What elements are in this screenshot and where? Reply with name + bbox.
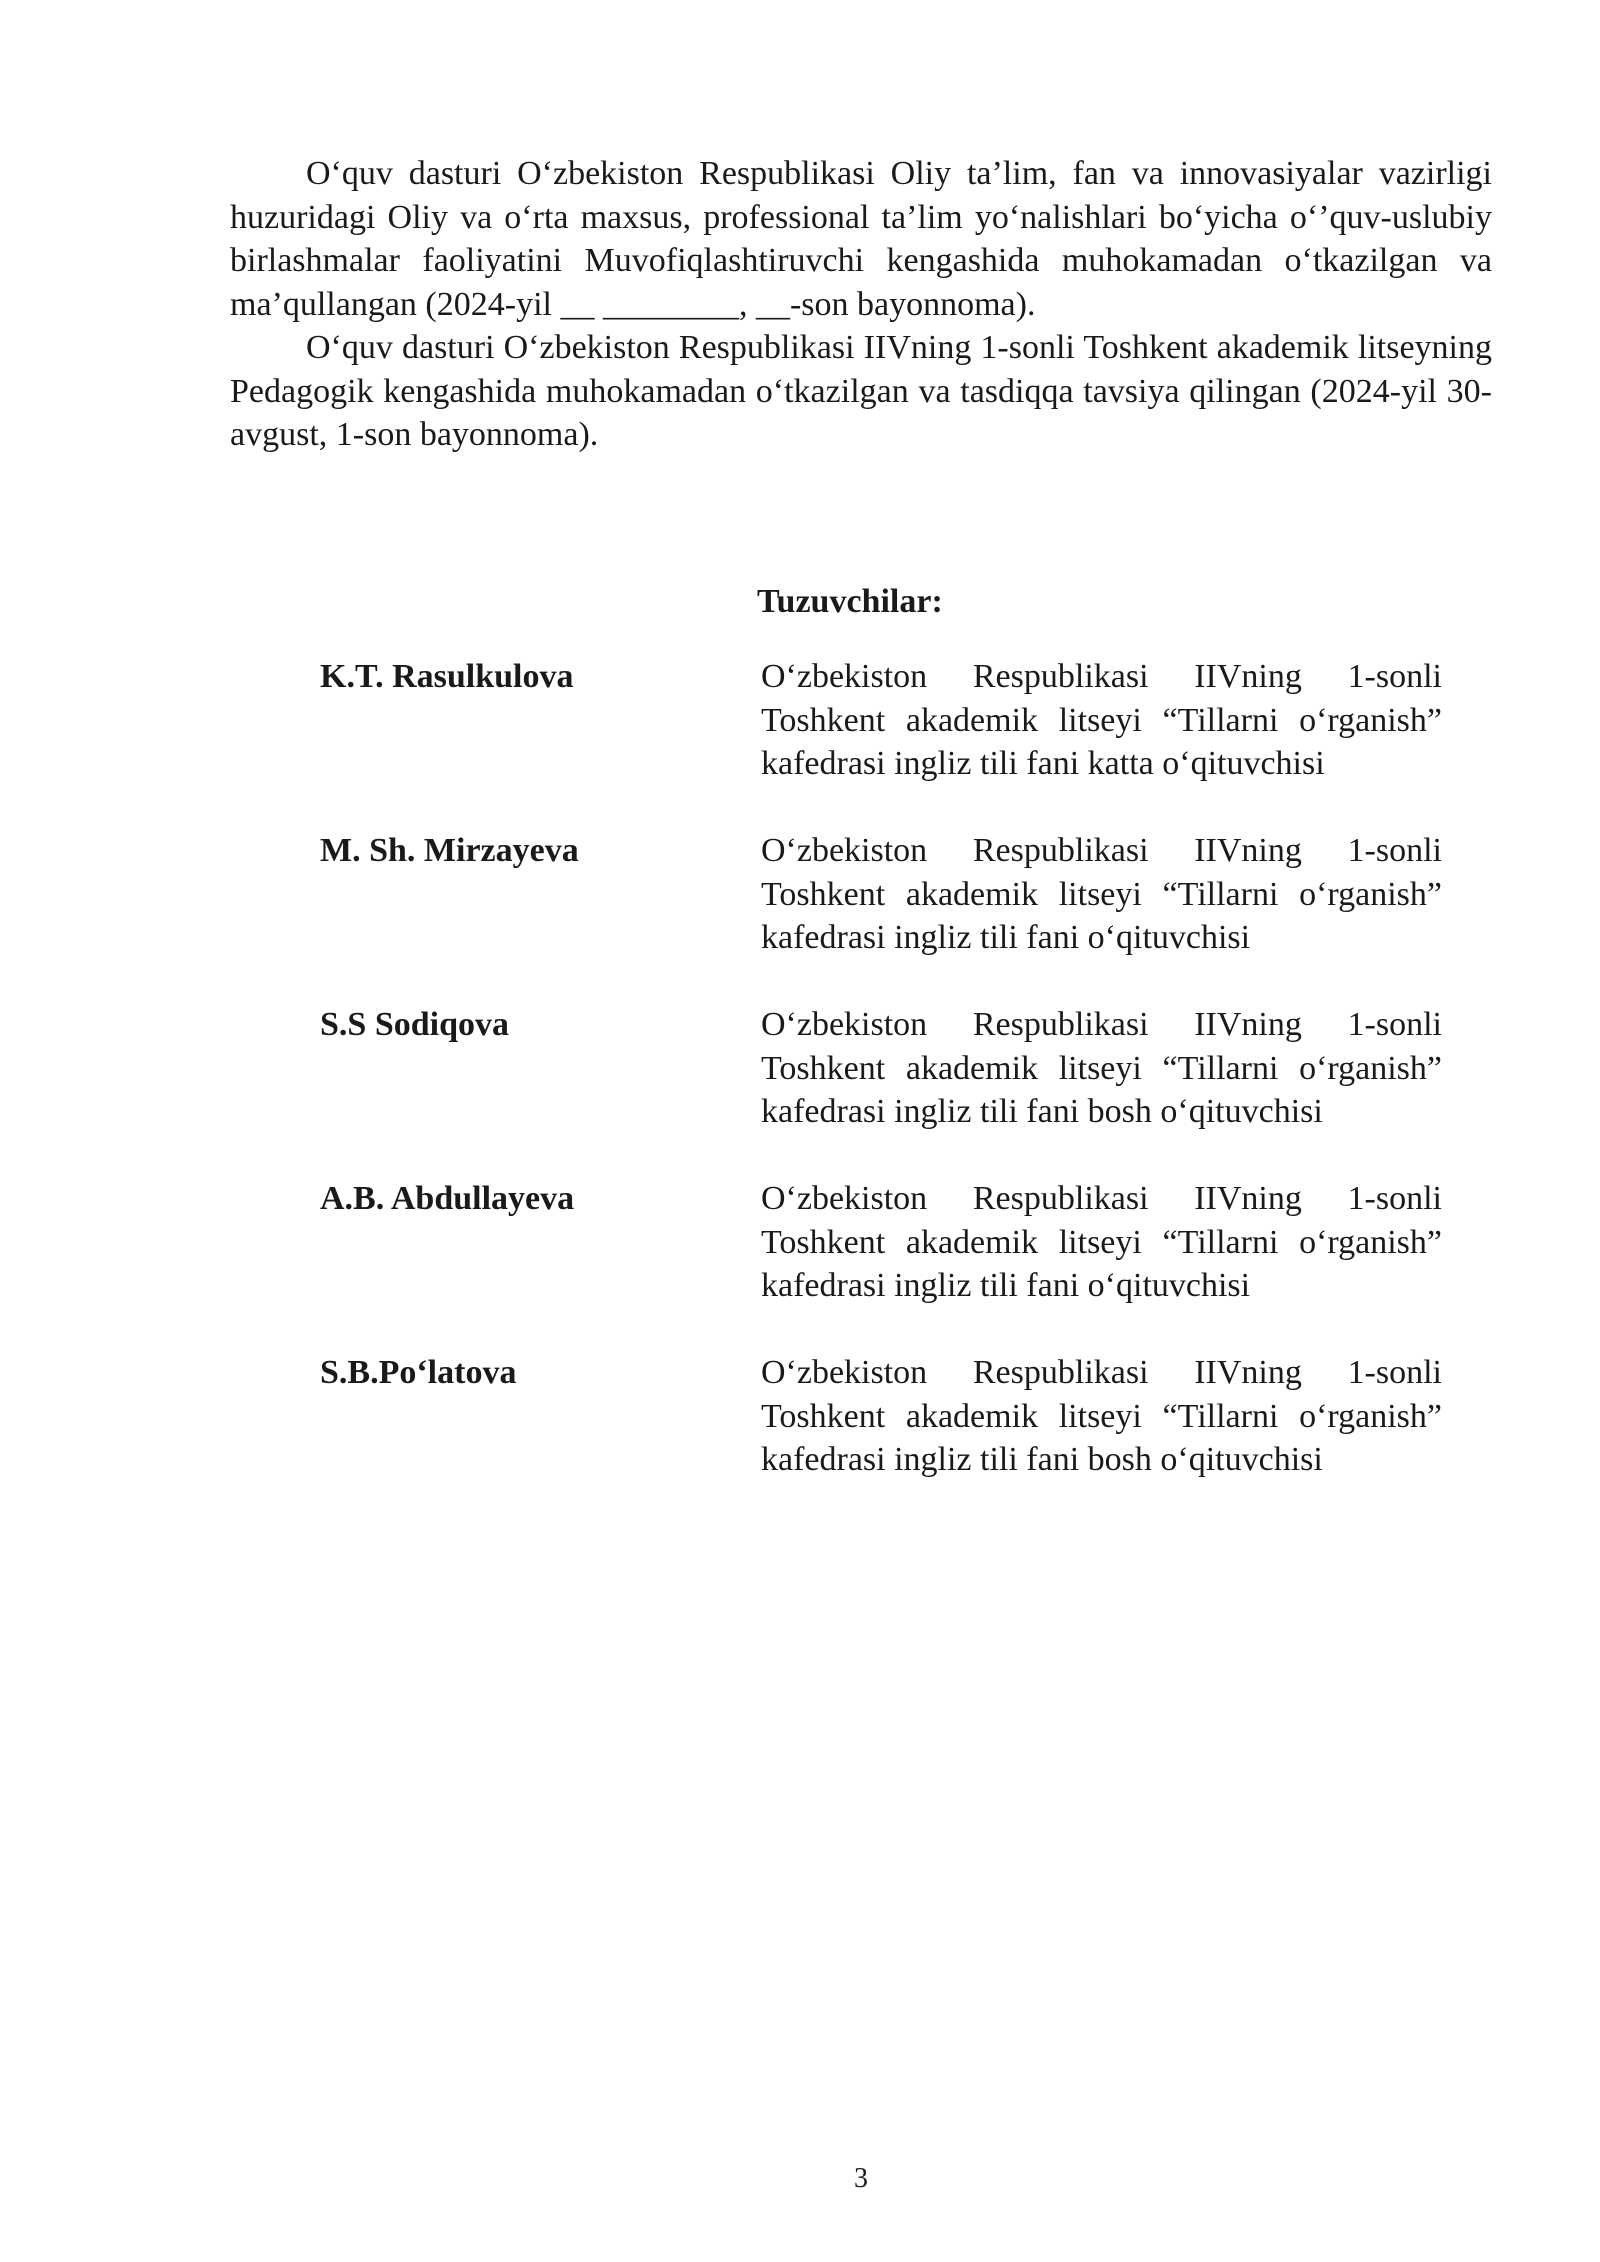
approval-paragraph-1: O‘quv dasturi O‘zbekiston Respublikasi Oliy ta’lim, fan va innovasiyalar vazirligi huzuridagi Oliy va o‘rta maxsus, professional ta’lim yo‘nalishlari bo‘yicha o‘’quv-uslubiy birlashmalar faoliyatini Muvofiqlashtiruvchi kengashida muhokamadan o‘tkazilgan va ma’qullangan (2024-yil __ ________, __-son bayonnoma). bbox=[230, 155, 1492, 323]
page-number: 3 bbox=[854, 2163, 868, 2194]
authors-list bbox=[320, 655, 1442, 1525]
author-entry bbox=[320, 1351, 1442, 1482]
author-entry bbox=[320, 1003, 1442, 1134]
author-name: S.S Sodiqova bbox=[320, 1006, 509, 1043]
author-entry bbox=[320, 1177, 1442, 1308]
author-description: O‘zbekiston Respublikasi IIVning 1-sonli Toshkent akademik litseyi “Tillarni o‘rganish” kafedrasi ingliz tili fani o‘qituvchisi bbox=[761, 1180, 1442, 1304]
author-description: O‘zbekiston Respublikasi IIVning 1-sonli Toshkent akademik litseyi “Tillarni o‘rganish” kafedrasi ingliz tili fani katta o‘qituvchisi bbox=[761, 658, 1442, 782]
author-description: O‘zbekiston Respublikasi IIVning 1-sonli Toshkent akademik litseyi “Tillarni o‘rganish” kafedrasi ingliz tili fani bosh o‘qituvchisi bbox=[761, 1006, 1442, 1130]
authors-heading: Tuzuvchilar: bbox=[757, 583, 943, 620]
author-name: S.B.Po‘latova bbox=[320, 1354, 517, 1391]
author-entry bbox=[320, 655, 1442, 786]
approval-text bbox=[230, 152, 1492, 457]
approval-paragraph-2: O‘quv dasturi O‘zbekiston Respublikasi IIVning 1-sonli Toshkent akademik litseyning Pedagogik kengashida muhokamadan o‘tkazilgan va tasdiqqa tavsiya qilingan (2024-yil 30-avgust, 1-son bayonnoma). bbox=[230, 329, 1492, 453]
author-name: A.B. Abdullayeva bbox=[320, 1180, 575, 1217]
author-description: O‘zbekiston Respublikasi IIVning 1-sonli Toshkent akademik litseyi “Tillarni o‘rganish” kafedrasi ingliz tili fani o‘qituvchisi bbox=[761, 832, 1442, 956]
author-name: K.T. Rasulkulova bbox=[320, 658, 574, 695]
author-entry bbox=[320, 829, 1442, 960]
author-name: M. Sh. Mirzayeva bbox=[320, 832, 579, 869]
author-description: O‘zbekiston Respublikasi IIVning 1-sonli Toshkent akademik litseyi “Tillarni o‘rganish” kafedrasi ingliz tili fani bosh o‘qituvchisi bbox=[761, 1354, 1442, 1478]
